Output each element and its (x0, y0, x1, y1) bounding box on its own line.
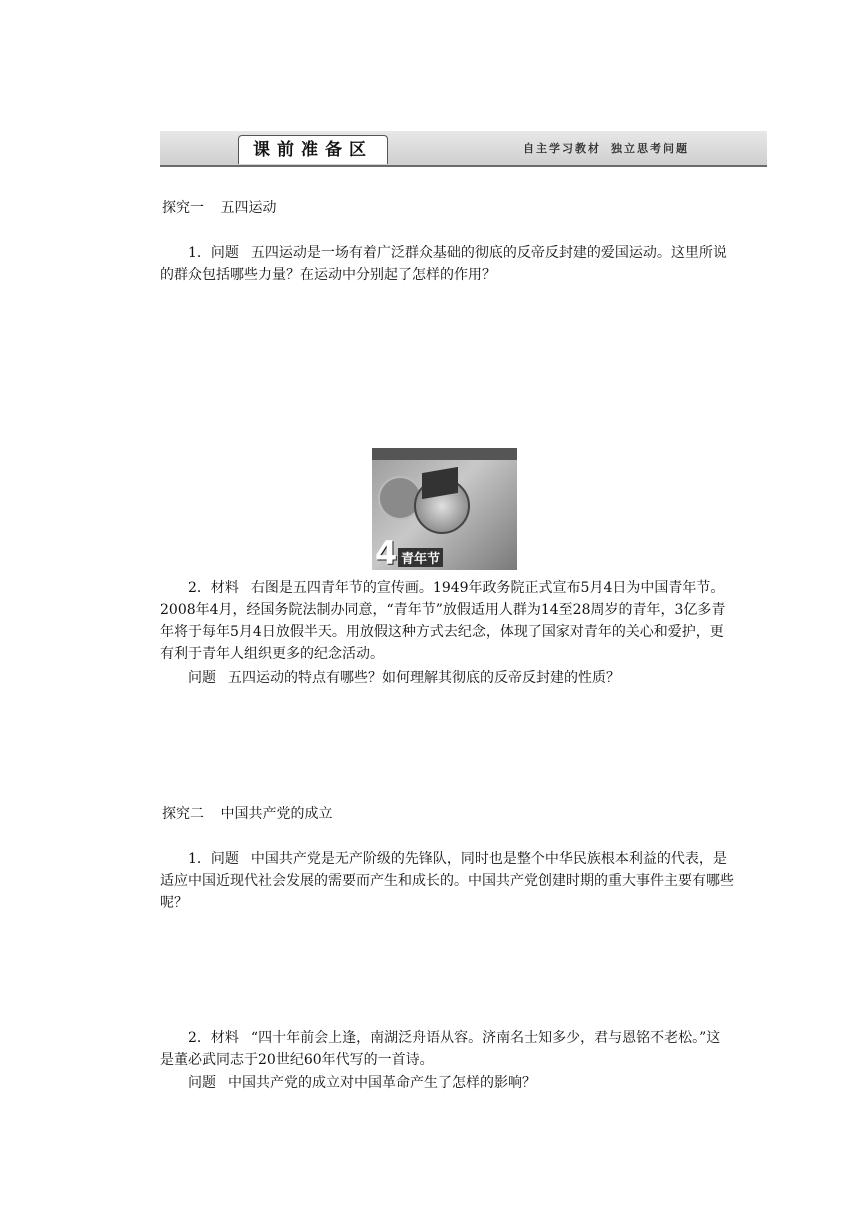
section2-heading-title: 中国共产党的成立 (220, 806, 333, 822)
banner-subtitle-b: 独立思考问题 (611, 142, 689, 155)
section1-m2-text: 右图是五四青年节的宣传画。1949年政务院正式宣布5月4日为中国青年节。2008年4月，经国务院法制办同意，“青年节”放假适用人群为14至28周岁的青年，3亿多青年将于每年5月4日放假半天。用放假这种方式去纪念，体现了国家对青年的关心和爱护，更有利于青年人组织更多的纪念活动。 (160, 580, 726, 662)
section1-q1-lead: 1．问题 (188, 245, 239, 261)
section1-heading (162, 197, 276, 219)
poster-top-bar (372, 448, 517, 460)
section1-heading-lead: 探究一 (162, 200, 204, 216)
section2-question-1 (160, 848, 734, 914)
youth-day-poster-image (372, 448, 517, 570)
section2-q1-text: 中国共产党是无产阶级的先锋队，同时也是整个中华民族根本利益的代表，是适应中国近现代社会发展的需要而产生和成长的。中国共产党创建时期的重大事件主要有哪些呢？ (160, 851, 734, 911)
poster-caption: 青年节 (398, 548, 443, 567)
section2-m2-text: “四十年前会上逢，南湖泛舟语从容。济南名士知多少，君与恩铭不老松。”这是董必武同志于20世纪60年代写的一首诗。 (160, 1030, 721, 1068)
section2-m2-lead: 2．材料 (188, 1030, 239, 1046)
section2-q2-text: 中国共产党的成立对中国革命产生了怎样的影响？ (228, 1075, 536, 1091)
banner-title: 课前准备区 (238, 135, 388, 164)
banner-subtitle (513, 140, 689, 156)
section1-question-2 (160, 667, 734, 689)
section2-material-2 (160, 1027, 734, 1071)
section2-q2-lead: 问题 (188, 1075, 216, 1091)
section2-heading (162, 803, 332, 825)
section2-question-2 (160, 1072, 734, 1094)
section1-heading-title: 五四运动 (220, 200, 277, 216)
section2-heading-lead: 探究二 (162, 806, 204, 822)
section1-q2-lead: 问题 (188, 670, 216, 686)
section1-m2-lead: 2．材料 (188, 580, 239, 596)
section-banner (160, 131, 767, 167)
section1-q1-text: 五四运动是一场有着广泛群众基础的彻底的反帝反封建的爱国运动。这里所说的群众包括哪些力量？在运动中分别起了怎样的作用？ (160, 245, 727, 283)
section1-question-1 (160, 242, 734, 286)
banner-subtitle-a: 自主学习教材 (523, 142, 601, 155)
section1-material-2 (160, 577, 734, 665)
section1-q2-text: 五四运动的特点有哪些？如何理解其彻底的反帝反封建的性质？ (228, 670, 620, 686)
poster-number: 4 (375, 534, 398, 570)
section2-q1-lead: 1．问题 (188, 851, 239, 867)
